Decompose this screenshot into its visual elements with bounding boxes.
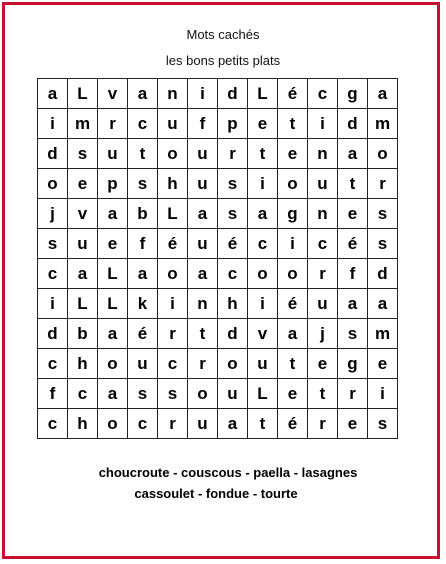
grid-cell[interactable]: i	[278, 229, 308, 259]
grid-cell[interactable]: d	[38, 319, 68, 349]
grid-cell[interactable]: L	[248, 379, 278, 409]
grid-cell[interactable]: t	[128, 139, 158, 169]
grid-cell[interactable]: t	[248, 139, 278, 169]
grid-cell[interactable]: é	[158, 229, 188, 259]
grid-cell[interactable]: g	[278, 199, 308, 229]
grid-cell[interactable]: d	[218, 319, 248, 349]
puzzle-subtitle: les bons petits plats	[165, 53, 281, 68]
grid-cell[interactable]: i	[368, 379, 398, 409]
grid-cell[interactable]: u	[158, 109, 188, 139]
grid-cell[interactable]: g	[338, 349, 368, 379]
grid-cell[interactable]: a	[278, 319, 308, 349]
grid-cell[interactable]: o	[38, 169, 68, 199]
grid-cell[interactable]: r	[308, 409, 338, 439]
grid-cell[interactable]: u	[188, 409, 218, 439]
grid-cell[interactable]: v	[248, 319, 278, 349]
grid-cell[interactable]: n	[158, 79, 188, 109]
grid-cell[interactable]: é	[128, 319, 158, 349]
grid-cell[interactable]: a	[338, 289, 368, 319]
grid-cell[interactable]: r	[308, 259, 338, 289]
grid-cell[interactable]: v	[98, 79, 128, 109]
grid-cell[interactable]: c	[38, 259, 68, 289]
grid-cell[interactable]: L	[98, 259, 128, 289]
grid-cell[interactable]: u	[188, 169, 218, 199]
grid-cell[interactable]: i	[248, 289, 278, 319]
grid-cell[interactable]: a	[188, 259, 218, 289]
word-list-line-1: choucroute - couscous - paella - lasagnes	[98, 465, 358, 480]
grid-cell[interactable]: s	[368, 199, 398, 229]
grid-cell[interactable]: g	[338, 79, 368, 109]
grid-cell[interactable]: i	[38, 289, 68, 319]
word-list-line-2: cassoulet - fondue - tourte	[134, 486, 298, 501]
grid-cell[interactable]: h	[218, 289, 248, 319]
grid-cell[interactable]: u	[248, 349, 278, 379]
grid-cell[interactable]: c	[38, 409, 68, 439]
grid-cell[interactable]: s	[68, 139, 98, 169]
grid-cell[interactable]: f	[338, 259, 368, 289]
grid-cell[interactable]: r	[218, 139, 248, 169]
grid-cell[interactable]: j	[308, 319, 338, 349]
grid-cell[interactable]: a	[98, 319, 128, 349]
grid-cell[interactable]: b	[128, 199, 158, 229]
grid-cell[interactable]: t	[248, 409, 278, 439]
grid-cell[interactable]: s	[218, 199, 248, 229]
grid-cell[interactable]: a	[218, 409, 248, 439]
grid-cell[interactable]: i	[308, 109, 338, 139]
grid-cell[interactable]: u	[98, 139, 128, 169]
grid-cell[interactable]: é	[338, 229, 368, 259]
grid-cell[interactable]: e	[278, 139, 308, 169]
grid-cell[interactable]: i	[188, 79, 218, 109]
grid-cell[interactable]: r	[98, 109, 128, 139]
grid-cell[interactable]: n	[308, 139, 338, 169]
grid-cell[interactable]: o	[278, 169, 308, 199]
grid-cell[interactable]: n	[188, 289, 218, 319]
grid-cell[interactable]: u	[68, 229, 98, 259]
grid-cell[interactable]: é	[218, 229, 248, 259]
grid-cell[interactable]: t	[308, 379, 338, 409]
grid-cell[interactable]: é	[278, 289, 308, 319]
grid-cell[interactable]: h	[158, 169, 188, 199]
grid-cell[interactable]: a	[368, 79, 398, 109]
grid-cell[interactable]: d	[368, 259, 398, 289]
grid-cell[interactable]: c	[218, 259, 248, 289]
grid-cell[interactable]: e	[248, 109, 278, 139]
grid-cell[interactable]: m	[368, 319, 398, 349]
grid-cell[interactable]: i	[248, 169, 278, 199]
grid-cell[interactable]: r	[158, 319, 188, 349]
grid-cell[interactable]: o	[98, 349, 128, 379]
puzzle-title: Mots cachés	[186, 27, 260, 42]
grid-cell[interactable]: d	[218, 79, 248, 109]
grid-cell[interactable]: a	[98, 379, 128, 409]
grid-cell[interactable]: c	[248, 229, 278, 259]
grid-cell[interactable]: t	[338, 169, 368, 199]
grid-cell[interactable]: f	[128, 229, 158, 259]
grid-cell[interactable]: v	[68, 199, 98, 229]
grid-cell[interactable]: h	[68, 349, 98, 379]
grid-cell[interactable]: r	[338, 379, 368, 409]
grid-cell[interactable]: c	[308, 229, 338, 259]
grid-cell[interactable]: b	[68, 319, 98, 349]
grid-cell[interactable]: e	[68, 169, 98, 199]
grid-cell[interactable]: L	[68, 79, 98, 109]
grid-cell[interactable]: L	[158, 199, 188, 229]
grid-cell[interactable]: e	[98, 229, 128, 259]
grid-cell[interactable]: a	[128, 79, 158, 109]
grid-cell[interactable]: a	[38, 79, 68, 109]
grid-cell[interactable]: s	[338, 319, 368, 349]
grid-cell[interactable]: c	[158, 349, 188, 379]
grid-cell[interactable]: r	[368, 169, 398, 199]
grid-cell[interactable]: p	[98, 169, 128, 199]
grid-cell[interactable]: é	[278, 409, 308, 439]
grid-cell[interactable]: r	[188, 349, 218, 379]
grid-cell[interactable]: e	[308, 349, 338, 379]
grid-cell[interactable]: c	[128, 409, 158, 439]
grid-cell[interactable]: j	[38, 199, 68, 229]
grid-cell[interactable]: s	[128, 169, 158, 199]
grid-cell[interactable]: t	[188, 319, 218, 349]
grid-cell[interactable]: c	[308, 79, 338, 109]
grid-cell[interactable]: L	[98, 289, 128, 319]
grid-cell[interactable]: o	[98, 409, 128, 439]
grid-cell[interactable]: f	[38, 379, 68, 409]
grid-cell[interactable]: o	[188, 379, 218, 409]
grid-cell[interactable]: a	[128, 259, 158, 289]
grid-cell[interactable]: f	[188, 109, 218, 139]
grid-cell[interactable]: p	[218, 109, 248, 139]
grid-cell[interactable]: i	[158, 289, 188, 319]
grid-cell[interactable]: s	[368, 229, 398, 259]
grid-cell[interactable]: i	[38, 109, 68, 139]
grid-cell[interactable]: u	[128, 349, 158, 379]
grid-cell[interactable]: a	[338, 139, 368, 169]
grid-cell[interactable]: n	[308, 199, 338, 229]
grid-cell[interactable]: o	[248, 259, 278, 289]
grid-cell[interactable]: a	[368, 289, 398, 319]
grid-cell[interactable]: L	[68, 289, 98, 319]
grid-cell[interactable]: o	[368, 139, 398, 169]
grid-cell[interactable]: t	[278, 349, 308, 379]
grid-cell[interactable]: u	[188, 229, 218, 259]
grid-cell[interactable]: u	[308, 169, 338, 199]
grid-cell[interactable]: a	[248, 199, 278, 229]
grid-cell[interactable]: s	[158, 379, 188, 409]
grid-cell[interactable]: s	[38, 229, 68, 259]
grid-cell[interactable]: o	[218, 349, 248, 379]
grid-cell[interactable]: u	[308, 289, 338, 319]
grid-cell[interactable]: s	[128, 379, 158, 409]
grid-cell[interactable]: h	[68, 409, 98, 439]
grid-cell[interactable]: t	[278, 109, 308, 139]
grid-cell[interactable]: a	[188, 199, 218, 229]
grid-cell[interactable]: c	[38, 349, 68, 379]
grid-cell[interactable]: c	[68, 379, 98, 409]
grid-cell[interactable]: o	[158, 259, 188, 289]
grid-cell[interactable]: a	[68, 259, 98, 289]
grid-cell[interactable]: a	[98, 199, 128, 229]
grid-cell[interactable]: d	[338, 109, 368, 139]
grid-cell[interactable]: s	[218, 169, 248, 199]
grid-cell[interactable]: u	[218, 379, 248, 409]
grid-cell[interactable]: r	[158, 409, 188, 439]
grid-cell[interactable]: o	[278, 259, 308, 289]
grid-cell[interactable]: s	[368, 409, 398, 439]
grid-cell[interactable]: k	[128, 289, 158, 319]
grid-cell[interactable]: m	[68, 109, 98, 139]
grid-cell[interactable]: o	[158, 139, 188, 169]
grid-cell[interactable]: d	[38, 139, 68, 169]
grid-cell[interactable]: L	[248, 79, 278, 109]
grid-cell[interactable]: e	[278, 379, 308, 409]
word-search-grid	[37, 78, 398, 439]
grid-cell[interactable]: e	[368, 349, 398, 379]
grid-cell[interactable]: m	[368, 109, 398, 139]
grid-cell[interactable]: u	[188, 139, 218, 169]
grid-cell[interactable]: é	[278, 79, 308, 109]
grid-cell[interactable]: e	[338, 199, 368, 229]
grid-cell[interactable]: c	[128, 109, 158, 139]
grid-cell[interactable]: e	[338, 409, 368, 439]
